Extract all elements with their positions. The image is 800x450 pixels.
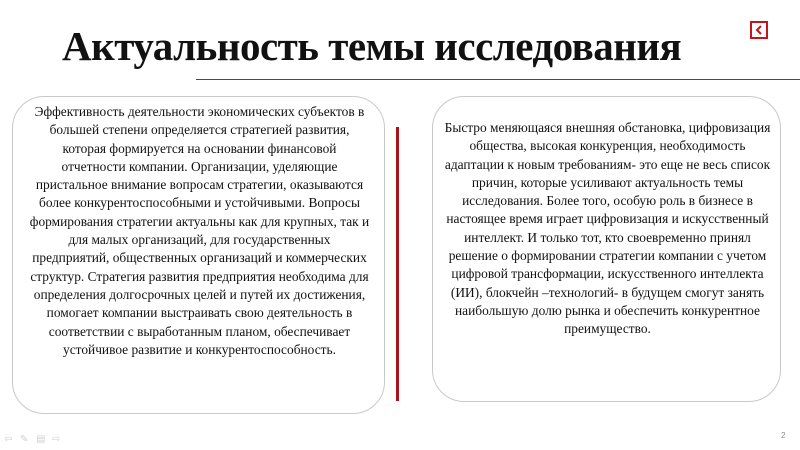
prev-arrow-icon[interactable]: ⇦	[4, 434, 13, 445]
right-card-text: Быстро меняющаяся внешняя обстановка, цифровизация общества, высокая конкуренция, необходимость адаптации к новым требованиям- это еще не весь список причин, которые усиливают актуальность темы исследования. Более того, особую роль в бизнесе в настоящее время играет цифровизация и искусственный интеллект. И только тот, кто своевременно принял решение о формировании стратегии компании с учетом цифровой трансформации, искусственного интеллекта (ИИ), блокчейн –технологий- в будущем смогут занять наибольшую долю рынка и обеспечить конкурентное преимущество.	[444, 120, 771, 337]
back-arrow-glyph	[754, 25, 764, 35]
vertical-divider	[396, 127, 399, 401]
pen-icon[interactable]: ✎	[20, 434, 29, 445]
page-number: 2	[781, 431, 786, 440]
slides-icon[interactable]: ▤	[36, 434, 46, 445]
title-underline	[196, 79, 800, 80]
back-arrow-icon[interactable]	[750, 21, 768, 39]
slide-title: Актуальность темы исследования	[62, 23, 682, 69]
next-arrow-icon[interactable]: ⇨	[52, 434, 61, 445]
slideshow-toolbar	[4, 435, 64, 447]
right-text-card	[432, 96, 781, 402]
left-text-card	[12, 96, 385, 414]
left-card-text: Эффективность деятельности экономических субъектов в большей степени определяется стратегией развития, которая формируется на основании финансовой отчетности компании. Организации, уделяющие пристальное внимание вопросам стратегии, оказываются более конкурентоспособными и устойчивыми. Вопросы формирования стратегии актуальны как для крупных, так и для малых организаций, для государственных предприятий, общественных организаций и коммерческих структур. Стратегия развития предприятия необходима для определения долгосрочных целей и путей их достижения, помогает компании выстраивать свою деятельность в соответствии с выработанным планом, обеспечивает устойчивое развитие и конкурентоспособность.	[29, 104, 370, 357]
